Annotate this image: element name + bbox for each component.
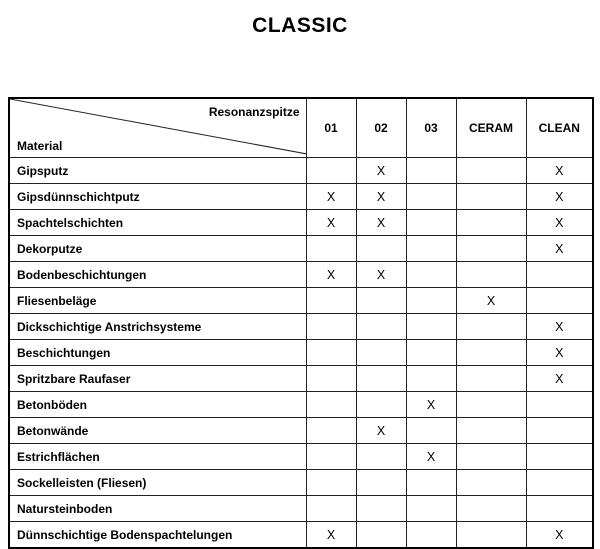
column-header: 03 xyxy=(406,98,456,158)
mark-cell xyxy=(406,366,456,392)
mark-cell xyxy=(456,522,526,549)
mark-cell xyxy=(456,184,526,210)
mark-cell: X xyxy=(356,158,406,184)
mark-cell: X xyxy=(356,184,406,210)
mark-cell xyxy=(306,444,356,470)
mark-cell xyxy=(306,496,356,522)
table-body xyxy=(9,158,593,549)
mark-cell xyxy=(306,470,356,496)
material-name-cell: Sockelleisten (Fliesen) xyxy=(9,470,306,496)
mark-cell xyxy=(306,236,356,262)
mark-cell: X xyxy=(306,522,356,549)
mark-cell: X xyxy=(526,158,593,184)
table-row xyxy=(9,392,593,418)
mark-cell: X xyxy=(526,236,593,262)
mark-cell xyxy=(456,158,526,184)
material-name-cell: Betonwände xyxy=(9,418,306,444)
material-name-cell: Beschichtungen xyxy=(9,340,306,366)
table-row xyxy=(9,496,593,522)
mark-cell xyxy=(306,392,356,418)
mark-cell xyxy=(526,444,593,470)
mark-cell: X xyxy=(306,262,356,288)
mark-cell xyxy=(526,262,593,288)
mark-cell: X xyxy=(526,522,593,549)
mark-cell xyxy=(526,418,593,444)
resonanz-label: Resonanzspitze xyxy=(208,105,300,119)
material-name-cell: Gipsdünnschichtputz xyxy=(9,184,306,210)
mark-cell: X xyxy=(456,288,526,314)
mark-cell xyxy=(306,158,356,184)
mark-cell xyxy=(356,340,406,366)
mark-cell xyxy=(356,496,406,522)
material-name-cell: Estrichflächen xyxy=(9,444,306,470)
material-name-cell: Bodenbeschichtungen xyxy=(9,262,306,288)
mark-cell xyxy=(456,314,526,340)
table-row xyxy=(9,184,593,210)
mark-cell: X xyxy=(306,210,356,236)
header-row xyxy=(9,98,593,158)
material-label: Material xyxy=(17,139,63,153)
material-table xyxy=(8,97,594,549)
material-name-cell: Gipsputz xyxy=(9,158,306,184)
column-header: CLEAN xyxy=(526,98,593,158)
mark-cell xyxy=(356,444,406,470)
table-row xyxy=(9,340,593,366)
mark-cell xyxy=(456,418,526,444)
table-row xyxy=(9,236,593,262)
mark-cell xyxy=(356,236,406,262)
page-title: CLASSIC xyxy=(252,14,348,37)
mark-cell xyxy=(456,340,526,366)
corner-header-cell xyxy=(9,98,306,158)
material-name-cell: Fliesenbeläge xyxy=(9,288,306,314)
mark-cell xyxy=(406,418,456,444)
mark-cell xyxy=(456,444,526,470)
table-row xyxy=(9,288,593,314)
mark-cell xyxy=(406,236,456,262)
column-header: CERAM xyxy=(456,98,526,158)
mark-cell: X xyxy=(356,210,406,236)
mark-cell: X xyxy=(406,392,456,418)
table-row xyxy=(9,210,593,236)
mark-cell xyxy=(456,210,526,236)
mark-cell: X xyxy=(356,262,406,288)
mark-cell: X xyxy=(526,184,593,210)
mark-cell: X xyxy=(526,210,593,236)
table-row xyxy=(9,470,593,496)
mark-cell xyxy=(306,314,356,340)
material-name-cell: Betonböden xyxy=(9,392,306,418)
table-row xyxy=(9,444,593,470)
mark-cell xyxy=(356,288,406,314)
mark-cell xyxy=(526,288,593,314)
column-header: 02 xyxy=(356,98,406,158)
mark-cell xyxy=(456,470,526,496)
mark-cell: X xyxy=(406,444,456,470)
mark-cell xyxy=(406,496,456,522)
mark-cell xyxy=(526,470,593,496)
mark-cell xyxy=(306,288,356,314)
table-row xyxy=(9,366,593,392)
material-name-cell: Natursteinboden xyxy=(9,496,306,522)
material-name-cell: Dekorputze xyxy=(9,236,306,262)
mark-cell xyxy=(456,366,526,392)
mark-cell xyxy=(306,340,356,366)
mark-cell xyxy=(406,210,456,236)
mark-cell xyxy=(406,314,456,340)
material-name-cell: Dickschichtige Anstrichsysteme xyxy=(9,314,306,340)
mark-cell xyxy=(456,262,526,288)
material-name-cell: Spachtelschichten xyxy=(9,210,306,236)
mark-cell xyxy=(306,366,356,392)
mark-cell: X xyxy=(526,366,593,392)
mark-cell xyxy=(406,262,456,288)
mark-cell xyxy=(406,158,456,184)
mark-cell xyxy=(406,470,456,496)
mark-cell xyxy=(356,470,406,496)
mark-cell: X xyxy=(526,340,593,366)
mark-cell xyxy=(456,496,526,522)
mark-cell xyxy=(456,236,526,262)
mark-cell: X xyxy=(356,418,406,444)
mark-cell xyxy=(406,288,456,314)
table-row xyxy=(9,158,593,184)
mark-cell: X xyxy=(306,184,356,210)
mark-cell xyxy=(406,340,456,366)
column-header: 01 xyxy=(306,98,356,158)
material-name-cell: Dünnschichtige Bodenspachtelungen xyxy=(9,522,306,549)
mark-cell xyxy=(306,418,356,444)
mark-cell: X xyxy=(526,314,593,340)
mark-cell xyxy=(356,392,406,418)
mark-cell xyxy=(406,522,456,549)
table-row xyxy=(9,418,593,444)
mark-cell xyxy=(526,392,593,418)
mark-cell xyxy=(356,314,406,340)
mark-cell xyxy=(356,366,406,392)
mark-cell xyxy=(526,496,593,522)
mark-cell xyxy=(406,184,456,210)
mark-cell xyxy=(456,392,526,418)
table-row xyxy=(9,314,593,340)
material-name-cell: Spritzbare Raufaser xyxy=(9,366,306,392)
mark-cell xyxy=(356,522,406,549)
table-row xyxy=(9,262,593,288)
table-row xyxy=(9,522,593,549)
